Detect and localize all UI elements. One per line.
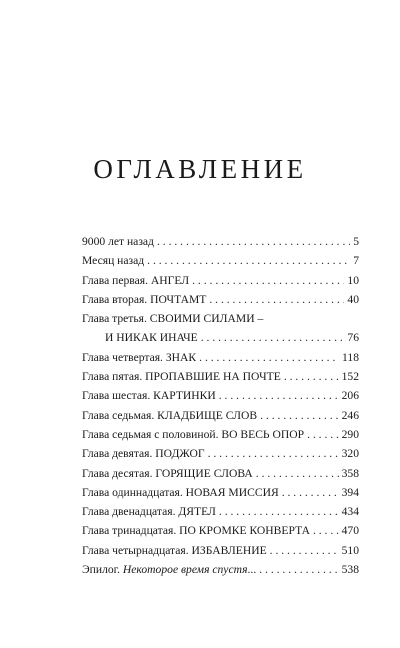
toc-entry-title: Глава одиннадцатая. НОВАЯ МИССИЯ: [82, 485, 279, 499]
toc-leader-dots: [208, 444, 339, 463]
toc-entry-page: 358: [341, 466, 359, 480]
toc-entry-title: Глава четырнадцатая. ИЗБАВЛЕНИЕ: [82, 543, 267, 557]
toc-entry-continuation: [82, 328, 359, 347]
toc-entry-title: Глава шестая. КАРТИНКИ: [82, 389, 216, 403]
toc-entry-title: Глава седьмая с половиной. ВО ВЕСЬ ОПОР: [82, 427, 305, 441]
toc-leader-dots: [259, 560, 338, 579]
toc-leader-dots: [209, 290, 344, 309]
toc-entry-title: Глава десятая. ГОРЯЩИЕ СЛОВА: [82, 466, 253, 480]
toc-entry-title: Глава вторая. ПОЧТАМТ: [82, 292, 207, 306]
toc-entry-title: Глава третья. СВОИМИ СИЛАМИ –: [82, 312, 264, 326]
toc-list: [82, 232, 359, 579]
toc-entry: [82, 386, 359, 405]
toc-entry: [82, 483, 359, 502]
toc-entry-page: 10: [347, 273, 359, 287]
toc-entry: [82, 464, 359, 483]
toc-entry-title: Месяц назад: [82, 254, 145, 268]
toc-entry: [82, 541, 359, 560]
toc-leader-dots: [201, 328, 345, 347]
toc-entry: [82, 271, 359, 290]
toc-entry-page: 538: [341, 563, 359, 577]
epilogue-subtitle: Некоторое время спустя: [122, 563, 248, 577]
toc-entry-page: 470: [341, 524, 359, 538]
toc-entry-page: 5: [353, 235, 359, 248]
toc-entry-page: 7: [353, 254, 359, 268]
toc-entry-page: 246: [341, 408, 359, 422]
toc-entry: [82, 521, 359, 540]
toc-leader-dots: [313, 521, 339, 540]
toc-entry-title: Глава пятая. ПРОПАВШИЕ НА ПОЧТЕ: [82, 370, 281, 384]
toc-leader-dots: [199, 348, 339, 367]
toc-entry: [82, 251, 359, 270]
toc-entry-title: И НИКАК ИНАЧЕ: [105, 331, 198, 345]
toc-entry: [82, 425, 359, 444]
toc-leader-dots: [219, 502, 339, 521]
toc-entry-page: 40: [347, 292, 359, 306]
toc-entry-page: 510: [341, 543, 359, 557]
toc-leader-dots: [219, 386, 339, 405]
toc-leader-dots: [260, 406, 338, 425]
toc-entry: [82, 367, 359, 386]
toc-leader-dots: [284, 367, 339, 386]
toc-entry-page: 152: [341, 370, 359, 384]
toc-entry-page: 434: [341, 505, 359, 519]
toc-entry-title: Глава четвертая. ЗНАК: [82, 350, 197, 364]
toc-entry-page: 290: [341, 427, 359, 441]
toc-entry: [82, 232, 359, 251]
toc-entry: [82, 502, 359, 521]
epilogue-prefix: Эпилог.: [82, 563, 123, 577]
toc-entry-title: Глава тринадцатая. ПО КРОМКЕ КОНВЕРТА: [82, 524, 310, 538]
toc-entry-page: 206: [341, 389, 359, 403]
toc-entry-title: 9000 лет назад: [82, 235, 154, 248]
toc-entry: [82, 444, 359, 463]
toc-entry-title: Глава седьмая. КЛАДБИЩЕ СЛОВ: [82, 408, 258, 422]
toc-leader-dots: [256, 464, 339, 483]
toc-entry-title: Глава двенадцатая. ДЯТЕЛ: [82, 505, 216, 519]
toc-entry-title: Глава девятая. ПОДЖОГ: [82, 447, 205, 461]
toc-leader-dots: [282, 483, 339, 502]
toc-entry-page: 394: [341, 485, 359, 499]
toc-leader-dots: [270, 541, 339, 560]
toc-leader-dots: [192, 271, 344, 290]
toc-leader-dots: [307, 425, 339, 444]
toc-entry-epilogue: [82, 560, 359, 579]
toc-leader-dots: [157, 232, 350, 251]
toc-entry-title: [82, 560, 256, 579]
toc-entry-page: 320: [341, 447, 359, 461]
toc-entry: [82, 309, 359, 328]
toc-entry-page: 76: [347, 331, 359, 345]
toc-entry: [82, 348, 359, 367]
toc-leader-dots: [147, 251, 350, 270]
toc-entry: [82, 290, 359, 309]
epilogue-ellipsis: ...: [247, 563, 257, 577]
toc-entry-title: Глава первая. АНГЕЛ: [82, 273, 190, 287]
toc-heading: ОГЛАВЛЕНИЕ: [93, 154, 307, 184]
toc-entry: [82, 406, 359, 425]
toc-entry-page: 118: [342, 350, 359, 364]
